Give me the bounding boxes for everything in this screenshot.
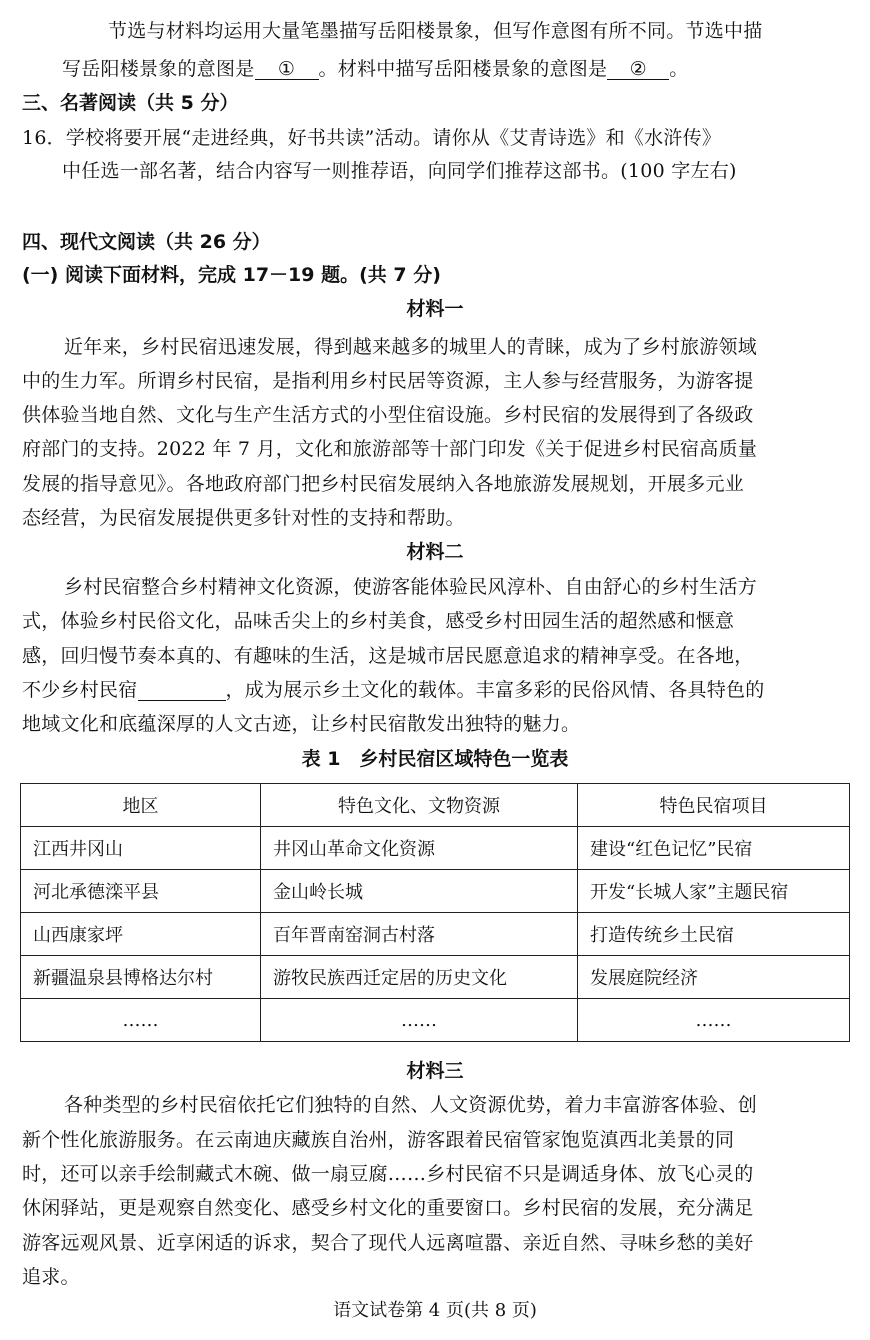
- material2-line4: [22, 681, 765, 701]
- q15-text-a: 写岳阳楼景象的意图是: [62, 58, 255, 80]
- table-cell: ……: [21, 999, 261, 1042]
- q15-text-b: 。材料中描写岳阳楼景象的意图是: [318, 58, 608, 80]
- q15-text-c: 。: [669, 58, 689, 80]
- material2-line4-a: 不少乡村民宿: [22, 679, 138, 701]
- section4-heading: 四、现代文阅读（共 26 分）: [22, 231, 271, 253]
- answer-blank-1[interactable]: ①: [255, 60, 319, 80]
- material3-title: 材料三: [406, 1060, 464, 1082]
- table-cell: 发展庭院经济: [578, 956, 850, 999]
- table-cell: 金山岭长城: [261, 870, 578, 913]
- table-header: 特色民宿项目: [578, 784, 850, 827]
- material3-line: 各种类型的乡村民宿依托它们独特的自然、人文资源优势，着力丰富游客体验、创: [64, 1094, 758, 1116]
- table-header-row: [21, 784, 850, 827]
- material2-line5: 地域文化和底蕴深厚的人文古迹，让乡村民宿散发出独特的魅力。: [22, 713, 581, 735]
- material2-line: 感，回归慢节奏本真的、有趣味的生活，这是城市居民愿意追求的精神享受。在各地，: [22, 645, 754, 667]
- table-cell: 江西井冈山: [21, 827, 261, 870]
- table-cell: 河北承德滦平县: [21, 870, 261, 913]
- material2-line: 式，体验乡村民俗文化，品味舌尖上的乡村美食，感受乡村田园生活的超然感和惬意: [22, 610, 735, 632]
- q16-line2: 中任选一部名著，结合内容写一则推荐语，向同学们推荐这部书。(100 字左右): [62, 160, 737, 182]
- table-header: 特色文化、文物资源: [261, 784, 578, 827]
- table-cell: 新疆温泉县博格达尔村: [21, 956, 261, 999]
- answer-blank-2[interactable]: ②: [607, 60, 669, 80]
- table-cell: 开发“长城人家”主题民宿: [578, 870, 850, 913]
- q15-line2: [62, 60, 689, 80]
- table-row: [21, 913, 850, 956]
- table-cell: 建设“红色记忆”民宿: [578, 827, 850, 870]
- table-row: [21, 956, 850, 999]
- table-cell: 山西康家坪: [21, 913, 261, 956]
- material1-line: 态经营，为民宿发展提供更多针对性的支持和帮助。: [22, 507, 465, 529]
- material2-line: 乡村民宿整合乡村精神文化资源，使游客能体验民风淳朴、自由舒心的乡村生活方: [64, 576, 758, 598]
- material3-line: 时，还可以亲手绘制藏式木碗、做一扇豆腐……乡村民宿不只是调适身体、放飞心灵的: [22, 1163, 754, 1185]
- page-footer: 语文试卷第 4 页(共 8 页): [333, 1300, 537, 1321]
- material1-line: 府部门的支持。2022 年 7 月，文化和旅游部等十部门印发《关于促进乡村民宿高质量: [22, 438, 758, 460]
- fill-blank[interactable]: [138, 681, 226, 701]
- homestay-feature-table: [20, 783, 850, 1042]
- table-row: [21, 999, 850, 1042]
- material1-title: 材料一: [406, 298, 464, 320]
- material1-line: 发展的指导意见》。各地政府部门把乡村民宿发展纳入各地旅游发展规划，开展多元业: [22, 473, 745, 495]
- table-cell: 游牧民族西迁定居的历史文化: [261, 956, 578, 999]
- table-caption: 表 1 乡村民宿区域特色一览表: [301, 748, 569, 770]
- table-cell: 百年晋南窑洞古村落: [261, 913, 578, 956]
- material3-line: 追求。: [22, 1266, 80, 1288]
- material2-title: 材料二: [406, 541, 464, 563]
- table-cell: 井冈山革命文化资源: [261, 827, 578, 870]
- material1-line: 中的生力军。所谓乡村民宿，是指利用乡村民居等资源，主人参与经营服务，为游客提: [22, 370, 754, 392]
- material3-line: 新个性化旅游服务。在云南迪庆藏族自治州，游客跟着民宿管家饱览滇西北美景的同: [22, 1129, 735, 1151]
- table-header: 地区: [21, 784, 261, 827]
- material2-line4-b: ，成为展示乡土文化的载体。丰富多彩的民俗风情、各具特色的: [225, 679, 765, 701]
- q16-line1: 16．学校将要开展“走进经典，好书共读”活动。请你从《艾青诗选》和《水浒传》: [22, 127, 722, 149]
- material3-line: 休闲驿站，更是观察自然变化、感受乡村文化的重要窗口。乡村民宿的发展，充分满足: [22, 1197, 754, 1219]
- table-row: [21, 827, 850, 870]
- section3-heading: 三、名著阅读（共 5 分）: [22, 92, 239, 114]
- table-cell: ……: [261, 999, 578, 1042]
- section4-sub1: (一) 阅读下面材料，完成 17－19 题。(共 7 分): [22, 264, 441, 286]
- material1-line: 近年来，乡村民宿迅速发展，得到越来越多的城里人的青睐，成为了乡村旅游领域: [64, 336, 758, 358]
- material1-line: 供体验当地自然、文化与生产生活方式的小型住宿设施。乡村民宿的发展得到了各级政: [22, 404, 754, 426]
- material3-line: 游客远观风景、近享闲适的诉求，契合了现代人远离喧嚣、亲近自然、寻味乡愁的美好: [22, 1232, 754, 1254]
- q15-line1: 节选与材料均运用大量笔墨描写岳阳楼景象，但写作意图有所不同。节选中描: [108, 20, 763, 42]
- table-cell: 打造传统乡土民宿: [578, 913, 850, 956]
- table-cell: ……: [578, 999, 850, 1042]
- table-row: [21, 870, 850, 913]
